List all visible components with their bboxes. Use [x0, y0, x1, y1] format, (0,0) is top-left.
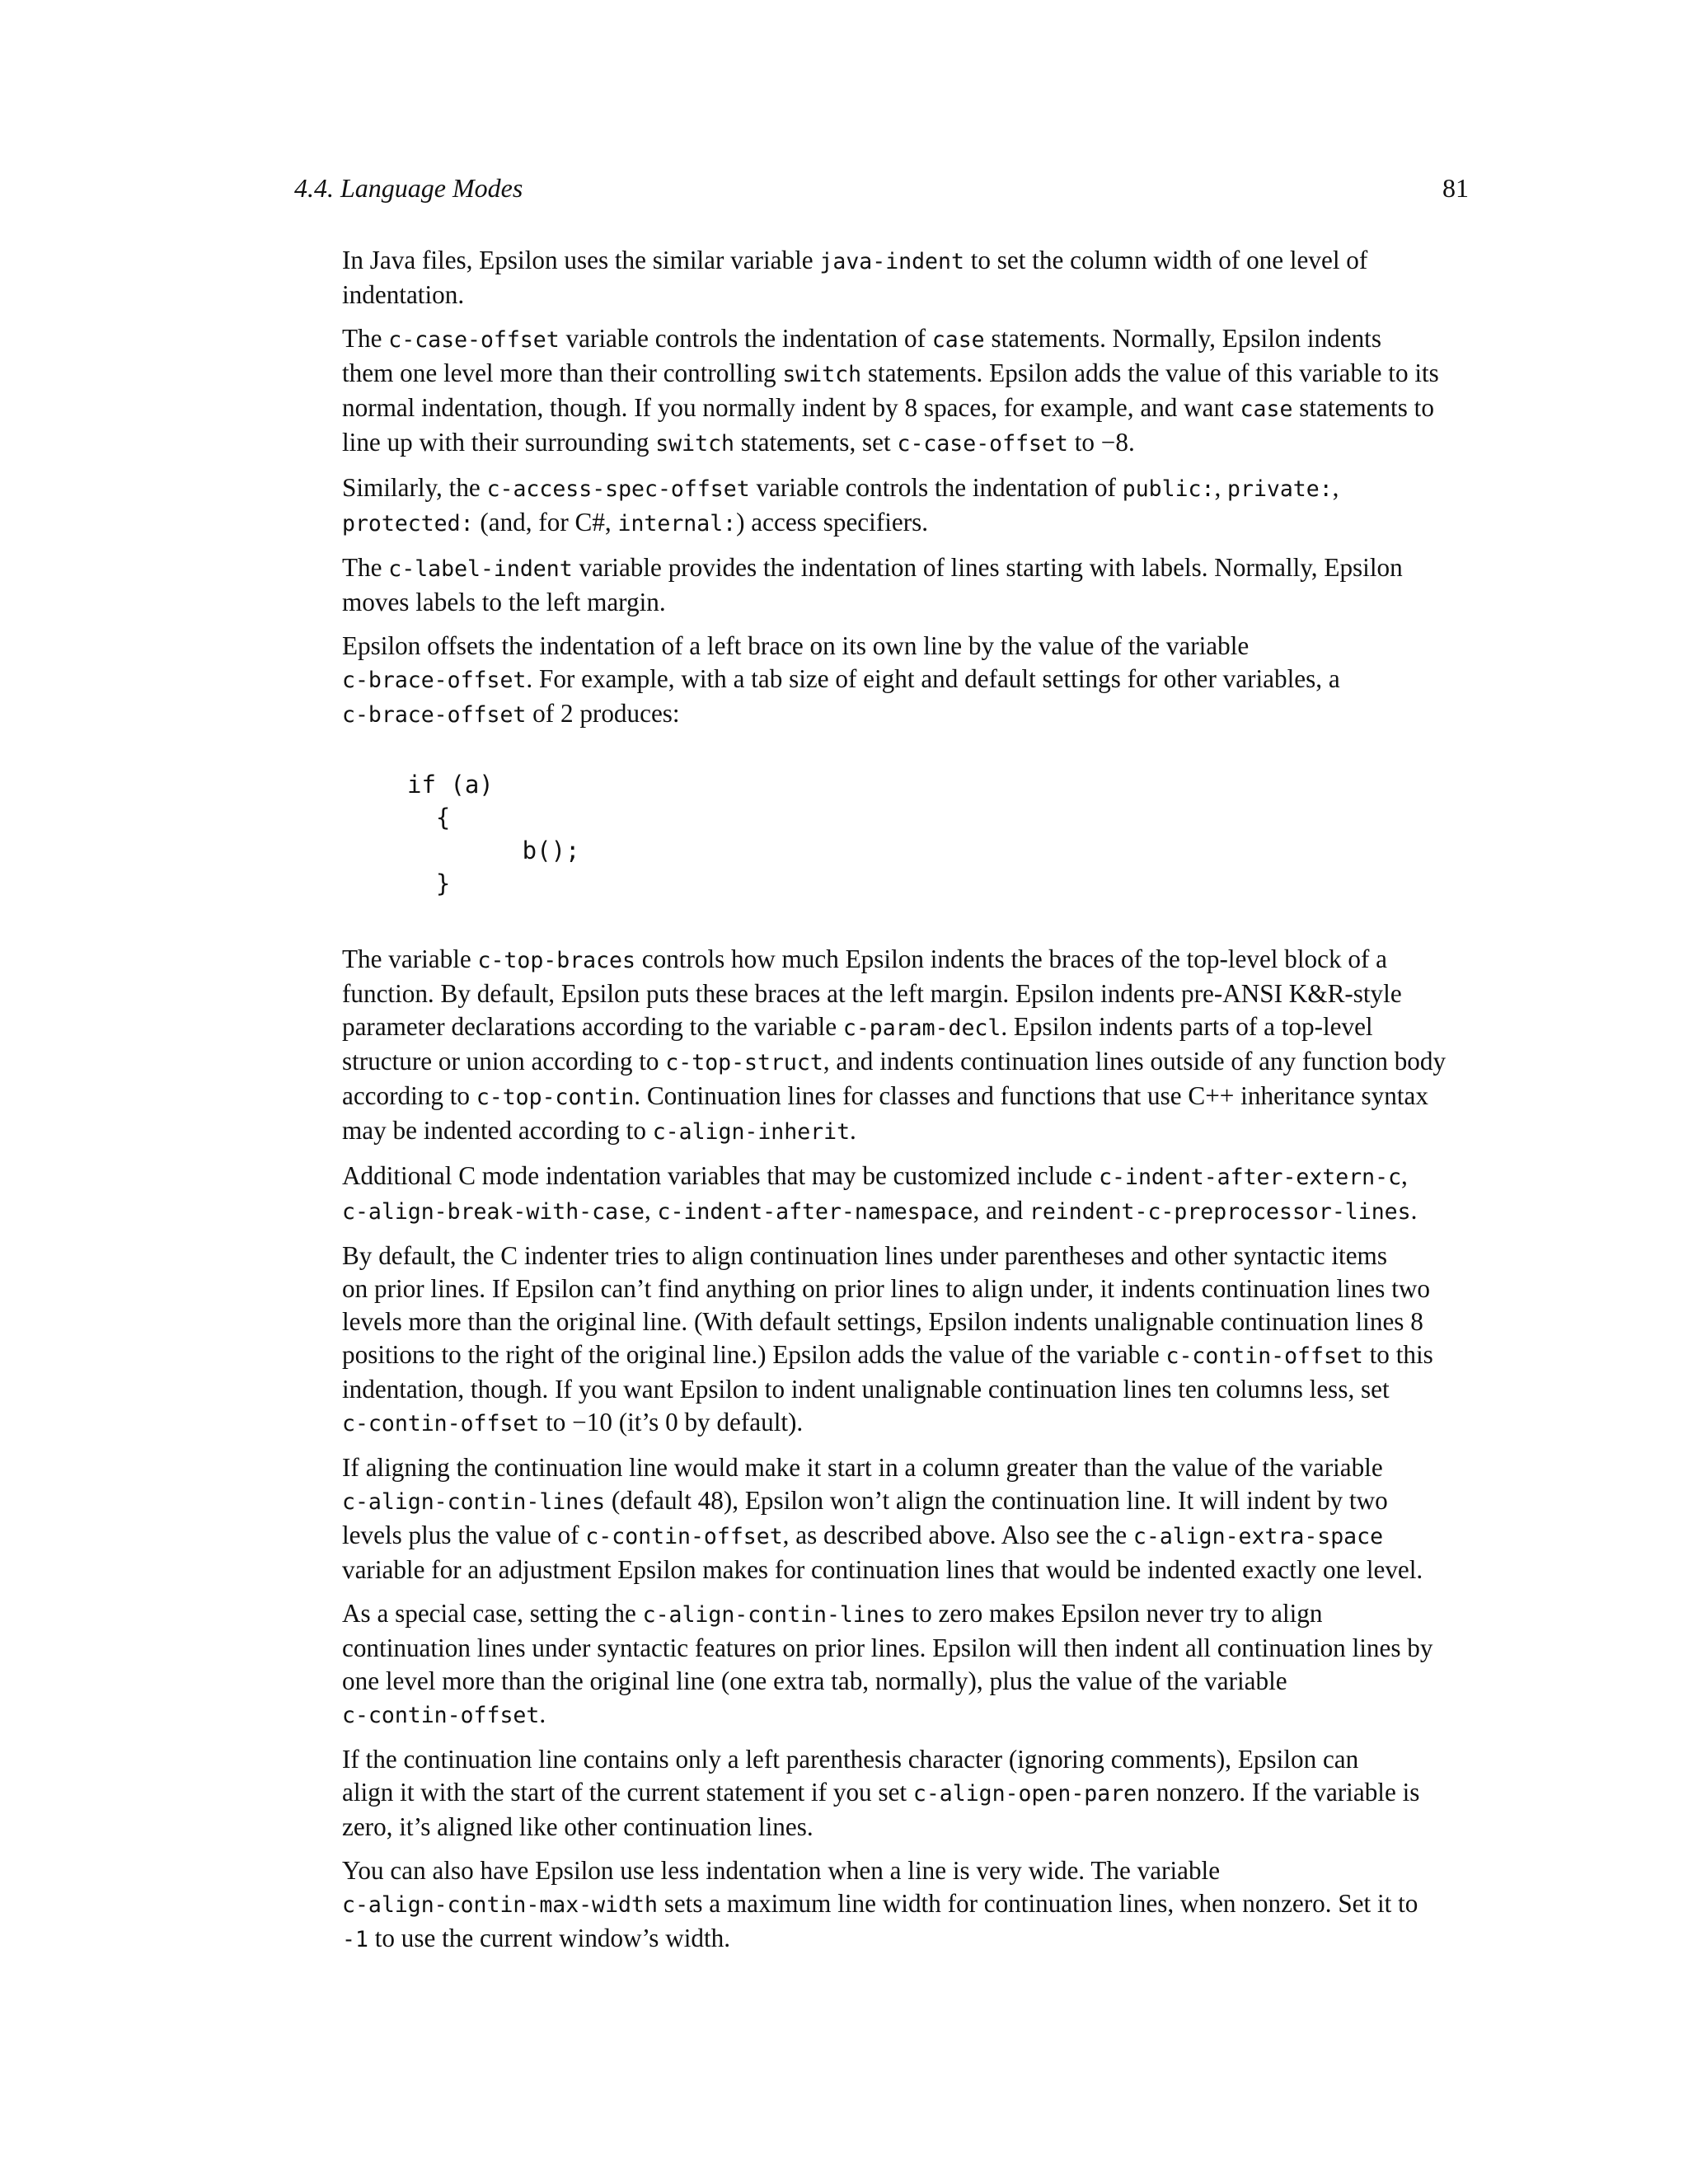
document-page	[294, 0, 1469, 2184]
paragraph	[294, 471, 1469, 541]
code-identifier: c-case-offset	[388, 327, 560, 353]
text-line	[294, 244, 1469, 279]
paragraph	[294, 630, 1469, 732]
text-line	[294, 506, 1469, 541]
text-run: ,	[644, 1196, 658, 1225]
text-run: statements. Epsilon adds the value of this variable to its	[861, 359, 1439, 387]
text-line	[294, 322, 1469, 357]
paragraph	[294, 1597, 1469, 1732]
text-run: As a special case, setting the	[342, 1599, 643, 1628]
text-line	[294, 1665, 1469, 1698]
text-run: indentation, though. If you want Epsilon to indent unalignable continuation lines ten columns less, set	[342, 1375, 1390, 1404]
code-identifier: c-contin-offset	[342, 1411, 540, 1436]
text-run: The	[342, 553, 389, 582]
text-run: to zero makes Epsilon never try to align	[905, 1599, 1323, 1628]
code-identifier: switch	[655, 431, 734, 457]
text-line	[294, 1887, 1469, 1922]
text-run: variable controls the indentation of	[749, 473, 1123, 502]
paragraph	[294, 1240, 1469, 1441]
text-line	[294, 943, 1469, 977]
paragraph	[294, 1160, 1469, 1229]
running-header	[294, 170, 1469, 206]
text-run: . For example, with a tab size of eight and default settings for other variables, a	[526, 664, 1340, 693]
text-run: on prior lines. If Epsilon can’t find anything on prior lines to align under, it indents continuation lines two	[342, 1274, 1430, 1303]
code-identifier: -1	[342, 1927, 368, 1952]
text-run: indentation.	[342, 280, 465, 309]
text-run: The variable	[342, 944, 478, 973]
text-run: zero, it’s aligned like other continuation lines.	[342, 1812, 814, 1841]
code-identifier: c-contin-offset	[585, 1524, 783, 1549]
text-run: (default 48), Epsilon won’t align the continuation line. It will indent by two	[605, 1486, 1388, 1515]
code-line: {	[407, 804, 451, 832]
code-identifier: c-align-contin-lines	[342, 1489, 606, 1515]
code-identifier: c-align-open-paren	[912, 1781, 1151, 1807]
text-run: .	[1410, 1196, 1418, 1225]
code-identifier: c-label-indent	[388, 556, 573, 582]
text-line	[294, 1338, 1469, 1373]
paragraphs-after-code	[294, 943, 1469, 1957]
text-run: statements, set	[734, 428, 898, 457]
code-line: }	[407, 869, 451, 898]
text-run: , and	[973, 1196, 1029, 1225]
code-identifier: internal:	[617, 511, 737, 537]
text-run: according to	[342, 1081, 476, 1110]
text-line	[294, 357, 1469, 391]
code-line: b();	[407, 837, 580, 865]
code-identifier: c-align-extra-space	[1132, 1524, 1384, 1549]
text-run: variable for an adjustment Epsilon makes for continuation lines that would be indented exactly one level.	[342, 1555, 1423, 1584]
text-run: If aligning the continuation line would make it start in a column greater than the value of the variable	[342, 1453, 1383, 1482]
paragraph	[294, 322, 1469, 461]
text-line	[294, 391, 1469, 426]
text-run: moves labels to the left margin.	[342, 588, 666, 616]
code-example	[407, 768, 1469, 900]
text-line	[294, 1114, 1469, 1149]
code-identifier: java-indent	[819, 249, 964, 274]
code-identifier: c-indent-after-extern-c	[1099, 1165, 1402, 1190]
text-run: variable controls the indentation of	[559, 324, 932, 353]
text-run: positions to the right of the original line.) Epsilon adds the value of the variable	[342, 1340, 1166, 1369]
text-run: statements. Normally, Epsilon indents	[984, 324, 1381, 353]
text-run: function. By default, Epsilon puts these braces at the left margin. Epsilon indents pre-ANSI K&R-style	[342, 979, 1402, 1008]
paragraph	[294, 244, 1469, 312]
text-run: normal indentation, though. If you normally indent by 8 spaces, for example, and want	[342, 393, 1240, 422]
code-identifier: case	[1240, 396, 1293, 422]
paragraph	[294, 1854, 1469, 1957]
text-run: .	[539, 1699, 546, 1728]
paragraph	[294, 943, 1469, 1149]
text-run: align it with the start of the current statement if you set	[342, 1778, 913, 1807]
text-run: In Java files, Epsilon uses the similar variable	[342, 246, 820, 274]
text-line	[294, 551, 1469, 586]
page-number: 81	[1442, 173, 1469, 203]
text-line	[294, 1554, 1469, 1586]
code-identifier: c-align-contin-max-width	[342, 1892, 658, 1918]
code-identifier: c-contin-offset	[1165, 1343, 1363, 1369]
code-identifier: c-indent-after-namespace	[657, 1199, 973, 1225]
text-line	[294, 1045, 1469, 1080]
text-run: ,	[1214, 473, 1228, 502]
text-run: Epsilon offsets the indentation of a left brace on its own line by the value of the variable	[342, 631, 1250, 660]
text-line	[294, 426, 1469, 461]
text-line	[294, 1698, 1469, 1732]
paragraph	[294, 551, 1469, 619]
text-line	[294, 1597, 1469, 1632]
text-line	[294, 1451, 1469, 1484]
text-run: variable provides the indentation of lines starting with labels. Normally, Epsilon	[572, 553, 1403, 582]
text-line	[294, 279, 1469, 312]
text-line	[294, 1240, 1469, 1272]
text-run: ,	[1401, 1161, 1408, 1190]
code-identifier: c-top-struct	[665, 1050, 823, 1076]
code-identifier: switch	[782, 362, 862, 387]
code-identifier: reindent-c-preprocessor-lines	[1029, 1199, 1411, 1225]
text-run: The	[342, 324, 389, 353]
text-line	[294, 1305, 1469, 1338]
text-line	[294, 977, 1469, 1010]
text-line	[294, 1406, 1469, 1441]
text-line	[294, 1743, 1469, 1776]
text-run: nonzero. If the variable is	[1150, 1778, 1420, 1807]
text-run: to this	[1362, 1340, 1433, 1369]
text-run: to set the column width of one level of	[964, 246, 1368, 274]
code-identifier: c-top-contin	[476, 1085, 635, 1110]
text-line	[294, 1519, 1469, 1554]
code-identifier: c-brace-offset	[342, 668, 527, 693]
text-run: . Epsilon indents parts of a top-level	[1001, 1012, 1373, 1041]
text-run: If the continuation line contains only a left parenthesis character (ignoring comments), Epsilon can	[342, 1745, 1359, 1774]
text-line	[294, 586, 1469, 619]
code-identifier: c-brace-offset	[342, 702, 527, 728]
code-identifier: private:	[1227, 476, 1333, 502]
text-run: continuation lines under syntactic features on prior lines. Epsilon will then indent all continuation lines by	[342, 1633, 1433, 1662]
code-identifier: case	[931, 327, 985, 353]
text-run: levels plus the value of	[342, 1521, 586, 1549]
text-line	[294, 471, 1469, 506]
text-run: , as described above. Also see the	[782, 1521, 1133, 1549]
text-line	[294, 1160, 1469, 1194]
text-run: Similarly, the	[342, 473, 487, 502]
code-identifier: c-access-spec-offset	[486, 476, 750, 502]
text-run: levels more than the original line. (With default settings, Epsilon indents unalignable continuation lines 8	[342, 1307, 1423, 1336]
body-text	[294, 244, 1469, 1967]
code-identifier: c-top-braces	[477, 948, 635, 973]
text-run: to use the current window’s width.	[368, 1924, 731, 1952]
code-identifier: c-align-break-with-case	[342, 1199, 645, 1225]
text-run: sets a maximum line width for continuation lines, when nonzero. Set it to	[657, 1889, 1418, 1918]
text-run: line up with their surrounding	[342, 428, 656, 457]
code-identifier: c-case-offset	[897, 431, 1068, 457]
text-line	[294, 1010, 1469, 1045]
text-line	[294, 663, 1469, 697]
text-run: . Continuation lines for classes and functions that use C++ inheritance syntax	[634, 1081, 1428, 1110]
text-run: ) access specifiers.	[736, 508, 929, 537]
text-run: structure or union according to	[342, 1047, 666, 1076]
code-identifier: c-align-contin-lines	[642, 1602, 906, 1628]
text-run: to −10 (it’s 0 by default).	[539, 1408, 804, 1436]
paragraphs-before-code	[294, 244, 1469, 732]
text-line	[294, 1080, 1469, 1114]
text-run: controls how much Epsilon indents the braces of the top-level block of a	[635, 944, 1387, 973]
text-run: ,	[1332, 473, 1339, 502]
text-line	[294, 1854, 1469, 1887]
text-run: them one level more than their controlling	[342, 359, 783, 387]
text-line	[294, 697, 1469, 732]
code-identifier: c-contin-offset	[342, 1703, 540, 1728]
text-run: parameter declarations according to the variable	[342, 1012, 843, 1041]
text-line	[294, 1811, 1469, 1844]
text-line	[294, 1776, 1469, 1811]
code-identifier: protected:	[342, 511, 474, 537]
text-run: statements to	[1292, 393, 1434, 422]
text-run: may be indented according to	[342, 1116, 653, 1145]
section-title: 4.4. Language Modes	[294, 173, 523, 203]
code-identifier: public:	[1122, 476, 1215, 502]
text-line	[294, 1272, 1469, 1305]
text-line	[294, 630, 1469, 663]
text-line	[294, 1632, 1469, 1665]
text-line	[294, 1194, 1469, 1229]
code-identifier: c-param-decl	[842, 1015, 1001, 1041]
paragraph	[294, 1743, 1469, 1844]
paragraph	[294, 1451, 1469, 1586]
text-run: , and indents continuation lines outside of any function body	[823, 1047, 1447, 1076]
text-run: (and, for C#,	[473, 508, 618, 537]
text-run: Additional C mode indentation variables that may be customized include	[342, 1161, 1100, 1190]
text-line	[294, 1373, 1469, 1406]
text-run: By default, the C indenter tries to align continuation lines under parentheses and other syntactic items	[342, 1241, 1387, 1270]
text-run: You can also have Epsilon use less indentation when a line is very wide. The variable	[342, 1856, 1221, 1885]
text-line	[294, 1484, 1469, 1519]
text-run: .	[850, 1116, 856, 1145]
text-run: one level more than the original line (one extra tab, normally), plus the value of the variable	[342, 1666, 1287, 1695]
text-run: to −8.	[1067, 428, 1135, 457]
code-line: if (a)	[407, 771, 494, 799]
text-run: of 2 produces:	[526, 699, 680, 728]
text-line	[294, 1922, 1469, 1957]
code-identifier: c-align-inherit	[652, 1119, 851, 1145]
